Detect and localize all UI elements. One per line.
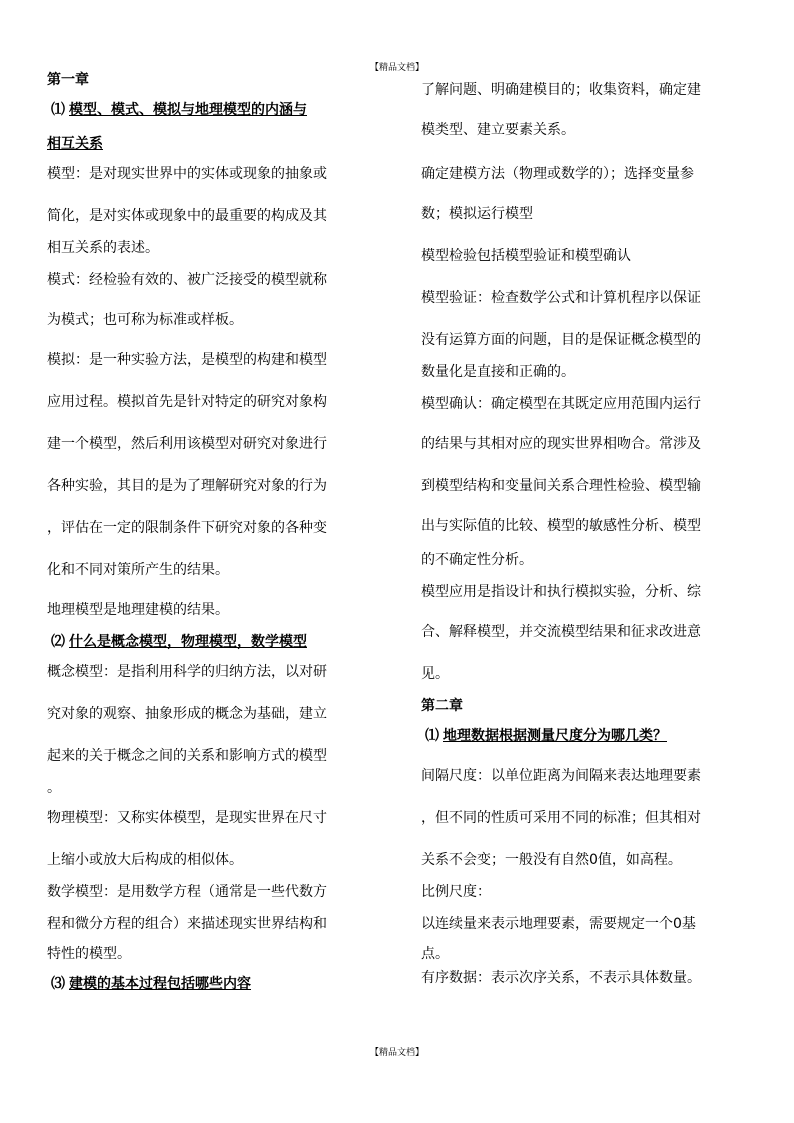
paragraph-line: 关系不会变；一般没有自然0值，如高程。	[421, 852, 682, 868]
section-title-line: 建模的基本过程包括哪些内容	[69, 976, 251, 992]
paragraph-line: 出与实际值的比较、模型的敏感性分析、模型	[421, 518, 701, 534]
section-number: ⑴	[51, 102, 65, 118]
paragraph-line: 。	[47, 780, 61, 796]
section-number: ⑴	[425, 728, 439, 744]
paragraph-line: ，但不同的性质可采用不同的标准；但其相对	[421, 810, 701, 826]
chapter-2-heading: 第二章	[421, 698, 463, 714]
paragraph-line: 简化，是对实体或现象中的最重要的构成及其	[47, 208, 327, 224]
paragraph-line: 建一个模型，然后利用该模型对研究对象进行	[47, 436, 327, 452]
paragraph-line: 比例尺度：	[421, 884, 491, 900]
paragraph-line: 概念模型：是指利用科学的归纳方法，以对研	[47, 664, 327, 680]
paragraph-line: 模拟：是一种实验方法，是模型的构建和模型	[47, 352, 327, 368]
page-header: 【精品文档】	[369, 63, 424, 73]
paragraph-line: 到模型结构和变量间关系合理性检验、模型输	[421, 478, 701, 494]
paragraph-line: 点。	[421, 946, 449, 962]
paragraph-line: 起来的关于概念之间的关系和影响方式的模型	[47, 748, 327, 764]
section-title-line: 地理数据根据测量尺度分为哪几类？	[443, 728, 667, 744]
paragraph-line: 合、解释模型，并交流模型结果和征求改进意	[421, 624, 701, 640]
paragraph-line: 相互关系的表述。	[47, 240, 159, 256]
paragraph-line: 究对象的观察、抽象形成的概念为基础，建立	[47, 706, 327, 722]
chapter-1-heading: 第一章	[47, 72, 89, 88]
paragraph-line: 数学模型：是用数学方程（通常是一些代数方	[47, 884, 327, 900]
paragraph-line: 没有运算方面的问题，目的是保证概念模型的	[421, 332, 701, 348]
paragraph-line: 间隔尺度：以单位距离为间隔来表达地理要素	[421, 768, 701, 784]
page-footer: 【精品文档】	[369, 1048, 424, 1058]
paragraph-line: 程和微分方程的组合）来描述现实世界结构和	[47, 916, 327, 932]
section-title-line: 模型、模式、模拟与地理模型的内涵与	[69, 102, 307, 118]
paragraph-line: 以连续量来表示地理要素，需要规定一个0基	[421, 916, 696, 932]
paragraph-line: 为模式；也可称为标准或样板。	[47, 312, 243, 328]
paragraph-line: 模型检验包括模型验证和模型确认	[421, 248, 631, 264]
section-title-line: 什么是概念模型，物理模型，数学模型	[69, 634, 307, 650]
section-title-line: 相互关系	[47, 136, 103, 152]
paragraph-line: 的结果与其相对应的现实世界相吻合。常涉及	[421, 436, 701, 452]
paragraph-line: 见。	[421, 666, 449, 682]
paragraph-line: 各种实验，其目的是为了理解研究对象的行为	[47, 478, 327, 494]
section-1-1-heading	[47, 92, 377, 128]
section-number: ⑶	[51, 976, 65, 992]
section-2-1-heading	[421, 718, 751, 754]
paragraph-line: ，评估在一定的限制条件下研究对象的各种变	[47, 520, 327, 536]
paragraph-line: 数量化是直接和正确的。	[421, 364, 575, 380]
paragraph-line: 模型验证：检查数学公式和计算机程序以保证	[421, 290, 701, 306]
paragraph-line: 模类型、建立要素关系。	[421, 122, 575, 138]
paragraph-line: 模型确认：确定模型在其既定应用范围内运行	[421, 396, 701, 412]
paragraph-line: 模式：经检验有效的、被广泛接受的模型就称	[47, 272, 327, 288]
paragraph-line: 地理模型是地理建模的结果。	[47, 602, 229, 618]
paragraph-line: 的不确定性分析。	[421, 552, 533, 568]
paragraph-line: 上缩小或放大后构成的相似体。	[47, 852, 243, 868]
paragraph-line: 物理模型：又称实体模型，是现实世界在尺寸	[47, 810, 327, 826]
paragraph-line: 应用过程。模拟首先是针对特定的研究对象构	[47, 394, 327, 410]
paragraph-line: 化和不同对策所产生的结果。	[47, 562, 229, 578]
paragraph-line: 特性的模型。	[47, 946, 131, 962]
section-number: ⑵	[51, 634, 65, 650]
paragraph-line: 模型：是对现实世界中的实体或现象的抽象或	[47, 166, 327, 182]
paragraph-line: 确定建模方法（物理或数学的）；选择变量参	[421, 166, 694, 182]
paragraph-line: 数；模拟运行模型	[421, 206, 533, 222]
section-1-3-heading	[47, 966, 377, 1002]
paragraph-line: 有序数据：表示次序关系，不表示具体数量。	[421, 970, 701, 986]
paragraph-line: 模型应用是指设计和执行模拟实验，分析、综	[421, 584, 701, 600]
paragraph-line: 了解问题、明确建模目的；收集资料，确定建	[421, 82, 701, 98]
